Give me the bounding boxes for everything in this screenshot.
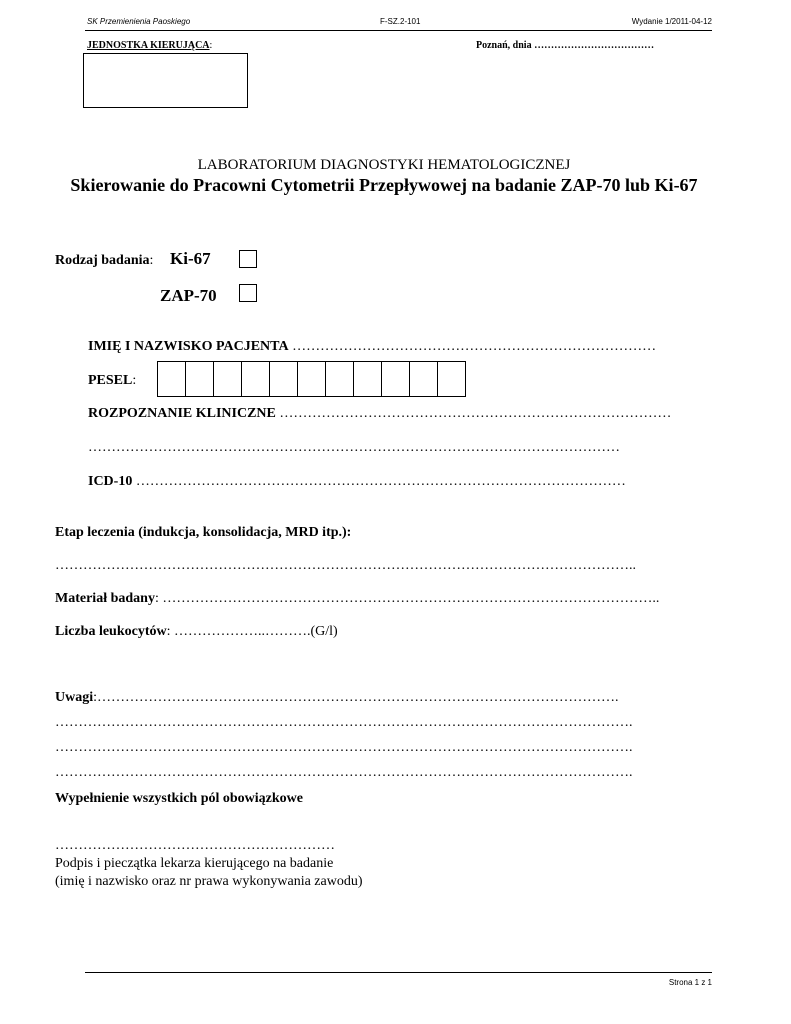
- option-ki67-checkbox[interactable]: [239, 250, 257, 268]
- unit-stamp-box[interactable]: [83, 53, 248, 108]
- diagnosis-field[interactable]: …………………………………………………………………………: [279, 406, 672, 421]
- leukocytes-colon: :: [166, 624, 171, 639]
- option-ki67-label: Ki-67: [170, 249, 211, 268]
- lab-title: LABORATORIUM DIAGNOSTYKI HEMATOLOGICZNEJ: [197, 157, 571, 173]
- pesel-grid[interactable]: [157, 361, 466, 397]
- pesel-digit-cell[interactable]: [354, 362, 382, 396]
- leukocytes-field[interactable]: ………………..……….(G/l): [174, 624, 338, 639]
- pesel-digit-cell[interactable]: [438, 362, 465, 396]
- treatment-label: Etap leczenia (indukcja, konsolidacja, MRD itp.):: [55, 525, 352, 540]
- notes-colon: :: [93, 690, 98, 705]
- pesel-row-label: [88, 373, 136, 389]
- patient-name-field[interactable]: ……………………………………………………………………: [292, 339, 657, 354]
- pesel-digit-cell[interactable]: [326, 362, 354, 396]
- pesel-digit-cell[interactable]: [214, 362, 242, 396]
- notes-field-line[interactable]: …………………………………………………………………………………………………………….: [55, 740, 633, 755]
- unit-label-row: [87, 40, 212, 51]
- pesel-digit-cell[interactable]: [382, 362, 410, 396]
- notes-field-line[interactable]: …………………………………………………………………………………………………………….: [55, 765, 633, 780]
- test-type-label: Rodzaj badania: [55, 253, 150, 268]
- signature-caption-2: (imię i nazwisko oraz nr prawa wykonywania zawodu): [55, 874, 363, 889]
- material-label: Materiał badany: [55, 591, 155, 606]
- notes-label: Uwagi: [55, 690, 94, 705]
- pesel-digit-cell[interactable]: [186, 362, 214, 396]
- patient-name-row: [88, 339, 656, 355]
- material-colon: :: [154, 591, 159, 606]
- required-fields-note: Wypełnienie wszystkich pól obowiązkowe: [55, 791, 303, 806]
- diagnosis-row: [88, 406, 671, 422]
- test-type-colon: :: [149, 253, 154, 268]
- leukocytes-row: [55, 624, 338, 640]
- icd-field[interactable]: ……………………………………………………………………………………………: [135, 474, 626, 489]
- form-title: Skierowanie do Pracowni Cytometrii Przepływowej na badanie ZAP-70 lub Ki-67: [70, 175, 698, 195]
- material-field[interactable]: ……………………………………………………………………………………………..: [162, 591, 660, 606]
- unit-label: JEDNOSTKA KIERUJĄCA: [87, 40, 210, 51]
- pesel-digit-cell[interactable]: [410, 362, 438, 396]
- header-rule: [85, 30, 712, 31]
- header-edition: Wydanie 1/2011-04-12: [631, 17, 712, 26]
- pesel-label: PESEL: [88, 373, 133, 388]
- pesel-digit-cell[interactable]: [270, 362, 298, 396]
- option-zap70-label: ZAP-70: [160, 286, 217, 305]
- header-form-code: F-SZ.2-101: [380, 17, 421, 26]
- place-date: Poznań, dnia ………………………………: [476, 40, 655, 51]
- page-number: Strona 1 z 1: [668, 978, 712, 987]
- notes-row: [55, 690, 619, 706]
- leukocytes-label: Liczba leukocytów: [55, 624, 167, 639]
- unit-label-colon: :: [209, 40, 213, 51]
- test-type-row: [55, 253, 153, 269]
- pesel-digit-cell[interactable]: [158, 362, 186, 396]
- material-row: [55, 591, 659, 607]
- diagnosis-field-line-2[interactable]: ……………………………………………………………………………………………………: [88, 440, 620, 455]
- notes-field[interactable]: ………………………………………………………………………………………………….: [97, 690, 619, 705]
- pesel-digit-cell[interactable]: [242, 362, 270, 396]
- header-hospital-name: SK Przemienienia Paoskiego: [87, 17, 191, 26]
- option-zap70-checkbox[interactable]: [239, 284, 257, 302]
- notes-field-line[interactable]: …………………………………………………………………………………………………………….: [55, 715, 633, 730]
- signature-caption-1: Podpis i pieczątka lekarza kierującego na badanie: [55, 856, 334, 871]
- patient-name-label: IMIĘ I NAZWISKO PACJENTA: [88, 339, 289, 354]
- treatment-field[interactable]: ……………………………………………………………………………………………………………..: [55, 558, 636, 573]
- signature-field[interactable]: ……………………………………………………: [55, 838, 335, 853]
- pesel-digit-cell[interactable]: [298, 362, 326, 396]
- footer-rule: [85, 972, 712, 973]
- icd-label: ICD-10: [88, 474, 133, 489]
- diagnosis-label: ROZPOZNANIE KLINICZNE: [88, 406, 276, 421]
- pesel-colon: :: [132, 373, 137, 388]
- icd-row: [88, 474, 626, 490]
